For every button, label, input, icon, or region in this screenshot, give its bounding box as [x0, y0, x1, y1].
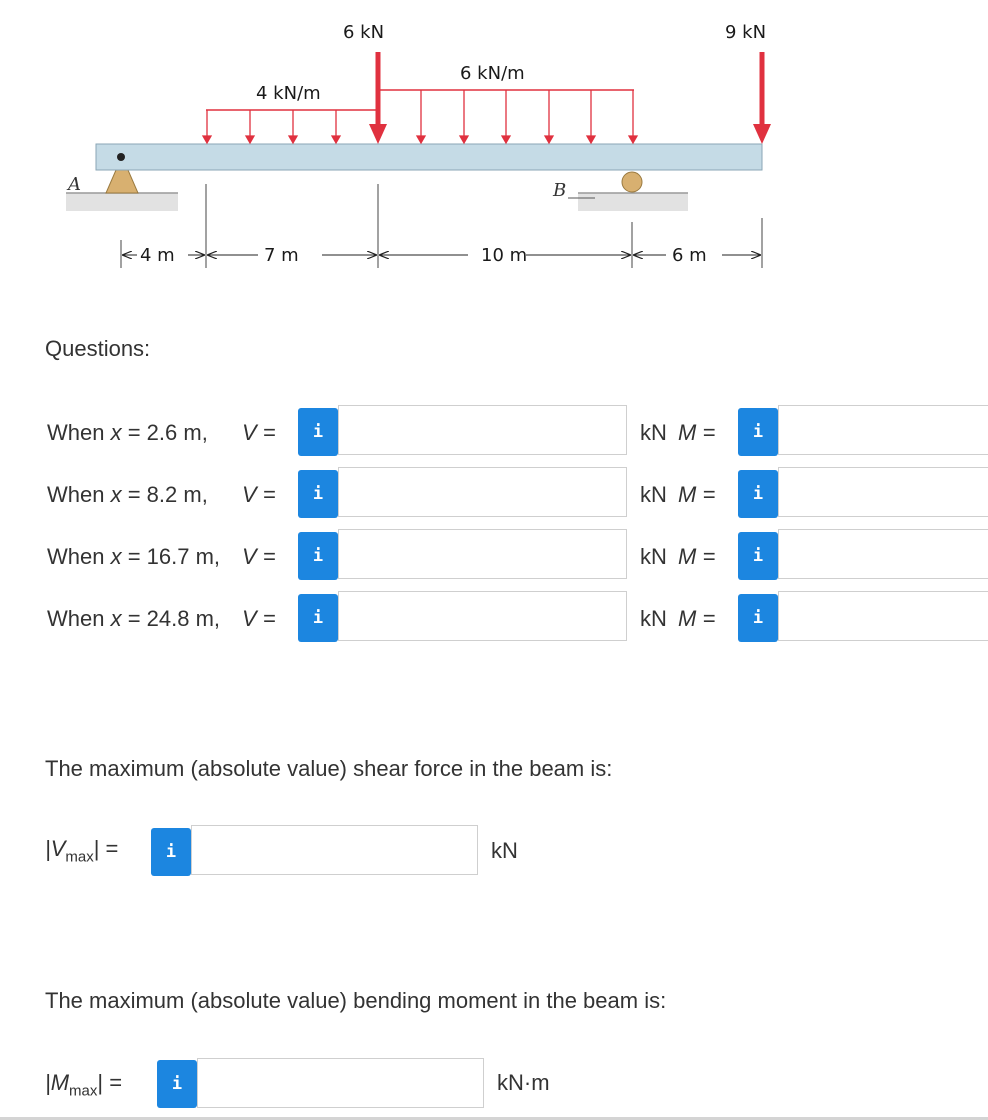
- dim-6m: 6 m: [672, 245, 707, 266]
- roller-support-b: [622, 172, 642, 192]
- row-3-cond: = 16.7 m,: [121, 544, 221, 569]
- dim-10m: 10 m: [481, 245, 528, 266]
- row-3-m-label: M =: [678, 544, 716, 569]
- vmax-label-close: | =: [93, 836, 119, 861]
- questions-heading: Questions:: [45, 336, 151, 361]
- ground-left: [66, 193, 178, 211]
- point-load-9kn: [753, 52, 771, 144]
- row-2-m-input[interactable]: [778, 467, 988, 517]
- row-1-v-info-icon[interactable]: i: [298, 408, 338, 456]
- moment-question: The maximum (absolute value) bending moment in the beam is:: [45, 988, 667, 1013]
- row-4-condition: [47, 606, 220, 632]
- row-4-m-label: M =: [678, 606, 716, 631]
- vmax-info-icon[interactable]: i: [151, 828, 191, 876]
- row-2-v-info-icon[interactable]: i: [298, 470, 338, 518]
- row-4-prefix: When: [47, 606, 111, 631]
- row-2-condition: [47, 482, 208, 508]
- row-2-v-input[interactable]: [338, 467, 627, 517]
- ground-right: [578, 193, 688, 211]
- shear-question: The maximum (absolute value) shear force in the beam is:: [45, 756, 613, 781]
- row-1-var: x: [110, 420, 122, 445]
- row-2-cond: = 8.2 m,: [121, 482, 208, 507]
- dist-load-2-label: 6 kN/m: [460, 63, 525, 84]
- vmax-input[interactable]: [191, 825, 478, 875]
- row-1-m-label: M =: [678, 420, 716, 445]
- row-3-m-input[interactable]: [778, 529, 988, 579]
- mmax-info-icon[interactable]: i: [157, 1060, 197, 1108]
- dim-7m: 7 m: [264, 245, 299, 266]
- row-3-v-label: V =: [242, 544, 276, 569]
- dim-4m: 4 m: [140, 245, 175, 266]
- row-1-v-label: V =: [242, 420, 276, 445]
- row-1-m-info-icon[interactable]: i: [738, 408, 778, 456]
- vmax-label-open: |V: [45, 836, 66, 861]
- row-2-prefix: When: [47, 482, 111, 507]
- row-4-m-input[interactable]: [778, 591, 988, 641]
- point-load-6kn: [369, 52, 387, 144]
- row-1-cond: = 2.6 m,: [121, 420, 208, 445]
- mmax-label-close: | =: [97, 1070, 123, 1095]
- row-4-v-info-icon[interactable]: i: [298, 594, 338, 642]
- row-3-v-info-icon[interactable]: i: [298, 532, 338, 580]
- mmax-label-open: |M: [45, 1070, 70, 1095]
- pin-dot: [117, 153, 125, 161]
- distributed-load-6: [378, 90, 637, 143]
- row-2-var: x: [110, 482, 122, 507]
- mmax-label: [45, 1070, 122, 1099]
- row-3-prefix: When: [47, 544, 111, 569]
- row-3-condition: [47, 544, 220, 570]
- point-load-2-label: 9 kN: [725, 22, 767, 43]
- row-4-var: x: [110, 606, 122, 631]
- point-load-1-label: 6 kN: [343, 22, 385, 43]
- row-2-m-info-icon[interactable]: i: [738, 470, 778, 518]
- row-3-unit: kN: [640, 544, 667, 569]
- row-3-m-info-icon[interactable]: i: [738, 532, 778, 580]
- distributed-load-4: [203, 110, 378, 143]
- row-1-prefix: When: [47, 420, 111, 445]
- mmax-input[interactable]: [197, 1058, 484, 1108]
- row-2-unit: kN: [640, 482, 667, 507]
- beam: [96, 144, 762, 170]
- mmax-label-sub: max: [69, 1082, 98, 1100]
- row-4-cond: = 24.8 m,: [121, 606, 221, 631]
- vmax-label-sub: max: [65, 848, 94, 866]
- row-1-m-input[interactable]: [778, 405, 988, 455]
- pin-support-a: [106, 170, 138, 193]
- mmax-unit: kN·m: [497, 1070, 550, 1095]
- row-1-condition: [47, 420, 208, 446]
- row-1-v-input[interactable]: [338, 405, 627, 455]
- row-1-unit: kN: [640, 420, 667, 445]
- vmax-unit: kN: [491, 838, 518, 863]
- row-3-v-input[interactable]: [338, 529, 627, 579]
- row-2-m-label: M =: [678, 482, 716, 507]
- row-2-v-label: V =: [242, 482, 276, 507]
- dist-load-1-label: 4 kN/m: [256, 83, 321, 104]
- beam-diagram: [0, 0, 820, 290]
- support-b-label: B: [553, 180, 567, 201]
- row-4-v-input[interactable]: [338, 591, 627, 641]
- row-4-v-label: V =: [242, 606, 276, 631]
- vmax-label: [45, 836, 118, 865]
- support-a-label: A: [68, 174, 81, 195]
- row-3-var: x: [110, 544, 122, 569]
- row-4-m-info-icon[interactable]: i: [738, 594, 778, 642]
- row-4-unit: kN: [640, 606, 667, 631]
